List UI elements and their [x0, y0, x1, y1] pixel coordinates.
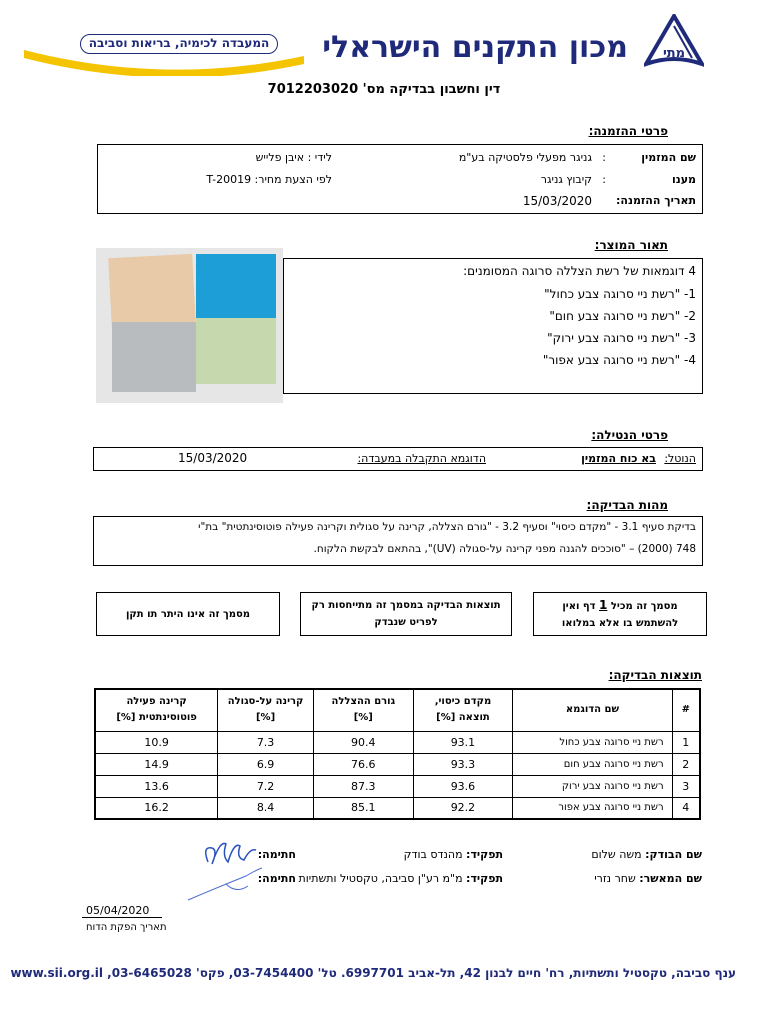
approver-sign-label: חתימה: [257, 872, 296, 885]
order-section-label: פרטי ההזמנה: [588, 124, 668, 138]
row-sample: רשת ניי סרוגה צבע כחול [513, 731, 672, 753]
table-row [95, 731, 700, 753]
row-uv: 8.4 [218, 797, 314, 819]
row-par: 16.2 [95, 797, 218, 819]
lab-name-badge: המעבדה לכימיה, בריאות וסביבה [80, 34, 278, 54]
header-num: # [672, 689, 700, 731]
row-num: 2 [672, 753, 700, 775]
quote-text: לפי הצעת מחיר: T-20019 [206, 173, 332, 186]
header-shading [313, 689, 413, 731]
tester-role: מהנדס בודק [403, 848, 463, 861]
issue-date-underline [82, 917, 162, 918]
header-sample: שם הדוגמא [513, 689, 672, 731]
logo-text: מתי [662, 46, 686, 61]
report-title: דין וחשבון בבדיקה מס' 7012203020 [267, 82, 501, 97]
test-line-1: בדיקת סעיף 3.1 - "מקדם כיסוי" וסעיף 3.2 - "גורם הצללה, קרינה על סגולית וקרינה פעילה פוטוסינתטית" בת"י [198, 521, 696, 533]
pages-note [533, 592, 707, 636]
product-section-label: תאור המוצר: [594, 238, 668, 252]
approver-label: שם המאשר: [639, 872, 702, 885]
row-num: 1 [672, 731, 700, 753]
header-shading-b: [%] [353, 712, 373, 724]
sampling-box [93, 447, 703, 471]
pages-note-line-1 [562, 597, 677, 615]
results-note-line-2: לפריט שנבדק [374, 617, 438, 628]
row-shading: 90.4 [313, 731, 413, 753]
attn-text: לידי : איבן פלייש [255, 151, 332, 164]
sample-line-4: 4- "רשת ניי סרוגה צבע אפור" [542, 353, 696, 367]
results-table [94, 688, 701, 820]
row-coverage: 93.6 [413, 775, 513, 797]
pages-note-line-2: להשתמש בו אלא במלואו [561, 617, 679, 629]
taker-label: הנוטל: [664, 452, 696, 465]
order-date-label: תאריך ההזמנה: [616, 194, 696, 207]
no-standard-text: מסמך זה אינו היתר תו תקן [125, 608, 251, 620]
row-par: 14.9 [95, 753, 218, 775]
header-uv-b: [%] [255, 712, 276, 724]
sampling-section-label: פרטי הנטילה: [591, 428, 668, 442]
row-shading: 76.6 [313, 753, 413, 775]
results-header-row [95, 689, 700, 731]
sample-line-3: 3- "רשת ניי סרוגה צבע ירוק" [547, 331, 696, 345]
product-photo [96, 248, 283, 403]
customer-label: שם המזמין [641, 151, 696, 164]
fabric-gray [112, 322, 196, 392]
product-intro: 4 דוגמאות של רשת הצללה סרוגה המסומנים: [463, 264, 696, 278]
row-par: 13.6 [95, 775, 218, 797]
row-shading: 85.1 [313, 797, 413, 819]
header-coverage-b: תוצאה [458, 712, 490, 724]
fabric-green [196, 318, 276, 384]
pages-count: 1 [599, 597, 608, 612]
pages-note-b: דף ואין [562, 600, 596, 612]
approver-role-row [299, 872, 503, 885]
row-uv: 7.2 [218, 775, 314, 797]
row-num: 3 [672, 775, 700, 797]
order-date-value: 15/03/2020 [522, 194, 592, 208]
header-par-a: קרינה פעילה [126, 696, 187, 708]
header-shading-a: גורם ההצללה [331, 696, 396, 708]
row-uv: 7.3 [218, 731, 314, 753]
row-coverage: 92.2 [413, 797, 513, 819]
received-label: הדוגמא התקבלה במעבדה: [357, 452, 486, 465]
row-sample: רשת ניי סרוגה צבע אפור [513, 797, 672, 819]
tester-name: משה שלום [591, 848, 642, 861]
issue-date: 05/04/2020 [86, 904, 150, 917]
header-par-b: פוטוסינתטית [%] [116, 712, 197, 724]
tester-sign-label: חתימה: [257, 848, 296, 861]
institute-name: מכון התקנים הישראלי [322, 30, 628, 65]
row-par: 10.9 [95, 731, 218, 753]
sample-line-1: 1- "רשת ניי סרוגה צבע כחול" [544, 287, 696, 301]
address-value: קיבוץ גניגר [540, 173, 592, 186]
tester-row [591, 848, 702, 861]
header-coverage [413, 689, 513, 731]
tester-role-label: תפקיד: [466, 848, 503, 861]
row-coverage: 93.1 [413, 731, 513, 753]
footer-address: ענף סביבה, טקסטיל ותשתיות, רח' חיים לבנון 42, תל-אביב 6997701. טל' 03-7454400, פקס' 03-6465028, www.sii.org.il [10, 966, 736, 980]
address-label: מענו [671, 173, 696, 186]
row-sample: רשת ניי סרוגה צבע חום [513, 753, 672, 775]
fabric-brown [108, 254, 196, 328]
product-box [283, 258, 703, 394]
header-uv [218, 689, 314, 731]
approver-role-label: תפקיד: [466, 872, 503, 885]
issue-date-label: תאריך הפקת הדוח [86, 922, 167, 933]
header-coverage-a: מקדם כיסוי, [434, 696, 492, 708]
row-shading: 87.3 [313, 775, 413, 797]
results-note-line-1: תוצאות הבדיקה במסמך זה מתייחסות רק [311, 600, 501, 611]
received-value: 15/03/2020 [178, 451, 248, 465]
header-coverage-c: [%] [436, 712, 456, 724]
table-row [95, 775, 700, 797]
row-uv: 6.9 [218, 753, 314, 775]
approver-row [594, 872, 702, 885]
no-standard-note [96, 592, 280, 636]
customer-value: גניגר מפעלי פלסטיקה בע"מ [458, 151, 592, 164]
address-colon: : [602, 173, 606, 186]
table-row [95, 797, 700, 819]
approver-signature [186, 864, 266, 904]
results-section-label: תוצאות הבדיקה: [608, 668, 702, 682]
taker-value: בא כוח המזמין [581, 452, 656, 465]
order-box [97, 144, 703, 214]
results-note [300, 592, 512, 636]
table-row [95, 753, 700, 775]
test-line-2: 748 (2000) – "סוככים להגנה מפני קרינה על-סגולה (UV)", בהתאם לבקשת הלקוח. [313, 543, 696, 555]
tester-role-row [404, 848, 503, 861]
approver-role: מ"מ רע"ן סביבה, טקסטיל ותשתיות [298, 872, 463, 885]
sample-line-2: 2- "רשת ניי סרוגה צבע חום" [549, 309, 696, 323]
header-uv-a: קרינה על-סגולה [227, 696, 304, 708]
header-par [95, 689, 218, 731]
pages-note-a: מסמך זה מכיל [610, 600, 678, 612]
test-box [93, 516, 703, 566]
row-num: 4 [672, 797, 700, 819]
tester-label: שם הבודק: [645, 848, 702, 861]
row-coverage: 93.3 [413, 753, 513, 775]
row-sample: רשת ניי סרוגה צבע ירוק [513, 775, 672, 797]
approver-name: שחר נזרי [594, 872, 636, 885]
fabric-blue [196, 254, 276, 320]
sii-logo [644, 14, 704, 76]
test-section-label: מהות הבדיקה: [586, 498, 668, 512]
customer-colon: : [602, 151, 606, 164]
